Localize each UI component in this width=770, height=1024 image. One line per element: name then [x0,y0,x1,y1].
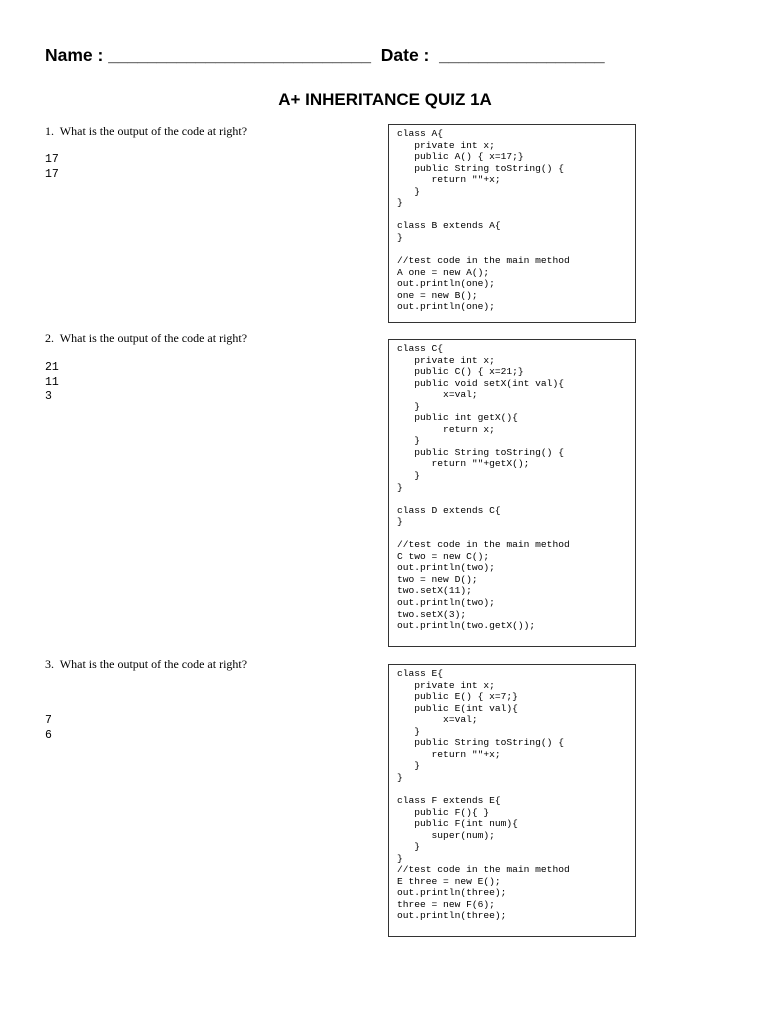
question-3 [45,657,247,672]
code-block-3: class E{ private int x; public E() { x=7;} public E(int val){ x=val; } public String toString() { return ""+x; } } class F extends E{ public F(){ } public F(int num){ super(num); } } //test code in the main method E three = new E(); out.println(three); three = new F(6); out.println(three); [397,668,570,922]
question-1 [45,124,247,139]
question-2-prompt: What is the output of the code at right? [59,331,248,345]
code-box-1 [388,124,636,323]
question-2 [45,331,247,346]
quiz-title: A+ INHERITANCE QUIZ 1A [278,90,492,109]
answer-1: 17 17 [45,153,59,181]
name-blank: ___________________________ [108,45,372,65]
question-1-prompt: What is the output of the code at right? [59,124,248,138]
answer-3: 7 6 [45,714,52,742]
code-block-2: class C{ private int x; public C() { x=21;} public void setX(int val){ x=val; } public int getX(){ return x; } public String toString() { return ""+getX(); } } class D extends C{ } //test code in the main method C two = new C(); out.println(two); two = new D(); two.setX(11); out.println(two); two.setX(3); out.println(two.getX()); [397,343,570,632]
code-box-3 [388,664,636,937]
code-box-2 [388,339,636,647]
code-block-1: class A{ private int x; public A() { x=17;} public String toString() { return ""+x; } } class B extends A{ } //test code in the main method A one = new A(); out.println(one); one = new B(); out.println(one); [397,128,570,313]
answer-2: 21 11 3 [45,361,59,403]
header-line [45,45,605,66]
question-3-prompt: What is the output of the code at right? [59,657,248,671]
question-3-number: 3. [45,657,54,671]
date-blank: _________________ [439,45,605,65]
question-2-number: 2. [45,331,54,345]
name-label: Name : [45,45,104,65]
date-label: Date : [380,45,430,65]
question-1-number: 1. [45,124,54,138]
